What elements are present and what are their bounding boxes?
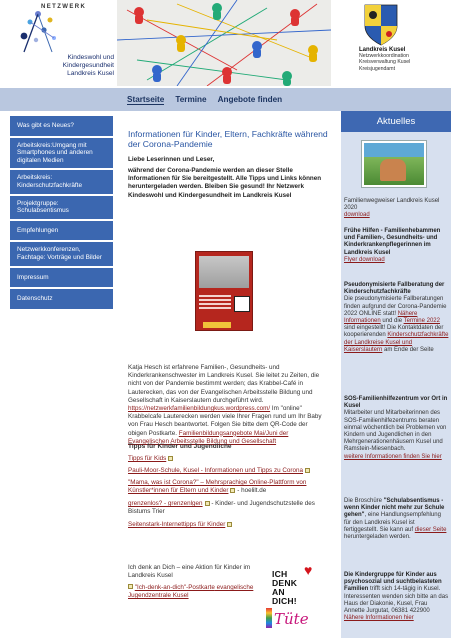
hero-network-image (117, 0, 331, 86)
network-logo-icon (8, 8, 68, 56)
tip-row (128, 455, 332, 463)
termine-2022-link[interactable]: Termine 2022 (403, 318, 440, 325)
nav-angebote-finden[interactable]: Angebote finden (217, 95, 283, 104)
tip-pauli-moor-link[interactable]: Pauli-Moor-Schule, Kusel - Informationen und Tipps zu Corona (128, 467, 304, 474)
news-familienwegweiser (344, 198, 449, 220)
network-logo[interactable] (8, 2, 120, 86)
tip-row (128, 479, 332, 495)
news-text: Die Broschüre (344, 498, 384, 504)
top-nav-links (117, 88, 331, 111)
nav-termine[interactable]: Termine (175, 95, 207, 104)
news-text-end: am Ende der Seite (382, 346, 434, 353)
news-text-2: , eine Handlungsempfehlung für den Landkreis Kusel ist fertiggestellt. Sie kann auf (344, 512, 441, 533)
ich-denk-an-dich-row (128, 584, 268, 600)
tuete-logo-text: ICH DENK AN DICH! (272, 569, 298, 606)
tip-seitenstark-link[interactable]: Seitenstark-Internettipps für Kinder (128, 521, 226, 528)
sos-weitere-informationen-link[interactable]: weitere Informationen finden Sie hier (344, 453, 442, 460)
page-header (0, 0, 451, 88)
tuete-word: Tüte (274, 610, 309, 628)
external-link-icon (305, 468, 310, 473)
district-sub-3: Kreisjugendamt (359, 65, 396, 72)
tip-grenzenlos-source: - Kinder- und Jugendschutzstelle des Bistums Trier (128, 500, 315, 516)
tip-kids-link[interactable]: Tipps für Kids (128, 455, 167, 462)
familienwegweiser-download-link[interactable]: download (344, 212, 370, 219)
logo-line-2: Kindergesundheit (62, 62, 114, 69)
kinderschutzfachkraefte-link[interactable]: Kinderschutzfachkräfte der Landkreise Kusel und Kaiserslautern (344, 332, 449, 353)
tip-row (128, 500, 332, 516)
postcard-text-lines (199, 295, 231, 317)
postcard-photo (199, 256, 249, 288)
news-column (341, 132, 451, 638)
pdf-icon (128, 584, 133, 589)
intro-text: während der Corona-Pandemie werden an dieser Stelle Informationen für Sie bereitgestellt. Alle Tipps und Links können heruntergeladen werden. Bleiben Sie gesund! Ihr Netzwerk Kindeswohl und Kindergesundheit im Landkreis Kusel (128, 167, 322, 199)
logo-text (8, 54, 114, 78)
news-text-end: heruntergeladen werden. (344, 534, 411, 541)
rainbow-stripe (266, 608, 272, 628)
tip-row (128, 521, 332, 529)
top-navigation (0, 88, 451, 111)
sidebar-item-netzwerkkonferenzen[interactable]: Netzwerkkonferenzen, Fachtage: Vorträge und Bilder (10, 242, 113, 265)
cover-sky (364, 143, 424, 157)
news-kindergruppe (344, 572, 449, 622)
main-content (120, 116, 332, 638)
krabbelcafe-paragraph (128, 364, 328, 446)
sidebar (10, 116, 113, 311)
game-pieces-network-image (117, 0, 331, 86)
news-title: SOS-Familienhilfezentrum vor Ort in Kusel (344, 396, 448, 410)
news-text: Die pseudonymisierte Fallberatungen finden aufgrund der Corona-Pandemie 2022 ONLINE statt! (344, 296, 447, 317)
postcard-badge (203, 322, 231, 328)
logo-line-1: Kindeswohl und (67, 54, 114, 61)
news-fruehe-hilfen (344, 228, 449, 264)
news-sos-familienhilfe (344, 396, 449, 461)
krabbelcafe-postcard-image[interactable] (195, 251, 253, 331)
district-name: Landkreis Kusel (359, 47, 406, 53)
familienbildung-link[interactable]: https://netzwerkfamilienbildungkus.wordpress.com/ (128, 405, 271, 413)
district-sub-2: Kreisverwaltung Kusel (359, 59, 411, 66)
ich-denk-an-dich-text: Ich denk an Dich – eine Aktion für Kinder im Landkreis Kusel (128, 564, 251, 580)
para-text-a: Katja Hesch ist erfahrene Familien-, Gesundheits- und Kinderkrankenschwester im Landkreis Kusel. Sie leitet zu Zeiten, die nicht von der Pandemie bestimmt werden; das Krabbel-Café in Lauterecken, das von der Evangelischen Arbeitsstelle Bildung und Gesellschaft in Kaiserslautern durchgeführt wird. (128, 364, 320, 404)
qr-code-icon (234, 296, 250, 312)
dieser-seite-link[interactable]: dieser Seite (414, 526, 447, 533)
logo-line-3: Landkreis Kusel (67, 70, 114, 77)
greeting: Liebe Leserinnen und Leser, (128, 156, 215, 163)
external-link-icon (227, 522, 232, 527)
news-title: Frühe Hilfen - Familienhebammen und Familien-, Gesundheits- und Kinderkrankenpflegerinnen im Landkreis Kusel (344, 228, 441, 256)
cover-children (380, 159, 406, 181)
sidebar-item-datenschutz[interactable]: Datenschutz (10, 289, 113, 309)
news-title: Pseudonymisierte Fallberatung der Kinderschutzfachkräfte (344, 282, 445, 296)
news-title: "Schulabsentismus - wenn Kinder nicht mehr zur Schule gehen" (344, 498, 445, 519)
logo-network-label: NETZWERK (41, 4, 87, 10)
kindergruppe-info-link[interactable]: Nähere Informationen hier (344, 615, 414, 622)
familienbildungsangebote-link[interactable]: Familienbildungsangebote Mai/Juni der Evangelischen Arbeitsstelle Bildung und Gesellschaft (128, 429, 289, 445)
news-heading: Aktuelles (341, 111, 451, 132)
news-title: Die Kindergruppe für Kinder aus psychosozial und suchtbelasteten Familien (344, 572, 442, 593)
para-text-b: Im "online" Krabbelcafe Lauterecken werden viele Ihrer Fragen rund um Ihr Baby von Frau Hesch beantwortet. Folgen Sie bitte dem QR-Code der obigen Postkarte. (128, 405, 322, 437)
district-logo[interactable] (338, 0, 451, 86)
news-title: Familienwegweiser Landkreis Kusel 2020 (344, 198, 440, 212)
district-text (359, 47, 410, 72)
coat-of-arms-icon (364, 4, 398, 46)
nav-startseite[interactable]: Startseite (127, 94, 165, 104)
news-fallberatung (344, 282, 449, 354)
sidebar-item-smartphones[interactable]: Arbeitskreis:Umgang mit Smartphones und anderen digitalen Medien (10, 138, 113, 169)
heart-icon: ♥ (304, 562, 313, 578)
sidebar-item-empfehlungen[interactable]: Empfehlungen (10, 221, 113, 241)
news-text-2: sind eingestellt! Die Kontaktdaten der kooperierenden (344, 325, 444, 339)
tip-row (128, 467, 332, 475)
tip-mama-source: - hoelilt.de (235, 487, 267, 495)
sidebar-item-schulabsentismus[interactable]: Projektgruppe: Schulabsentismus (10, 196, 113, 219)
tips-heading: Tipps für Kinder und Jugendliche (128, 443, 232, 450)
sidebar-item-neues[interactable]: Was gibt es Neues? (10, 116, 113, 136)
tip-mama-corona-link[interactable]: "Mama, was ist Corona?" – Mehrsprachige Online-Plattform von Künstler*innen für Eltern und Kinder (128, 479, 307, 495)
district-sub-1: Netzwerkkoordination (359, 53, 409, 60)
ich-denk-an-dich-tuete-logo[interactable] (272, 562, 322, 634)
sidebar-item-impressum[interactable]: Impressum (10, 268, 113, 288)
familienwegweiser-cover-image[interactable] (361, 140, 427, 188)
news-text: trifft sich 14-tägig in Kusel. Interessenten wenden sich bitte an das Haus der Diakonie, Kusel, Frau Annette Jurgutat, 06381 422900 (344, 586, 449, 615)
flyer-download-link[interactable]: Flyer download (344, 256, 385, 263)
naehere-informationen-link[interactable]: Nähere Informationen (344, 310, 418, 325)
news-schulabsentismus (344, 498, 449, 541)
sidebar-item-kinderschutz[interactable]: Arbeitskreis: Kinderschutzfachkräfte (10, 170, 113, 193)
page-title: Informationen für Kinder, Eltern, Fachkräfte während der Corona-Pandemie (128, 129, 328, 149)
external-link-icon (168, 456, 173, 461)
postkarte-link[interactable]: "Ich-denk-an-dich"-Postkarte (134, 584, 215, 591)
tip-grenzenlos-link[interactable]: grenzenlos? - grenzenlgen (128, 500, 203, 507)
news-text: Mitarbeiter und Mitarbeiterinnen des SOS-Familienhilfezentrums beraten einmal wöchentlich bei Problemen von Kindern und Jugendlichen in den Mehrgenerationenhäusern Kusel und Ramstein-Miesenbach. (344, 410, 447, 453)
news-text-mid: und die (380, 318, 404, 325)
jugendzentrale-link[interactable]: evangelische Jugendzentrale Kusel (128, 584, 254, 600)
